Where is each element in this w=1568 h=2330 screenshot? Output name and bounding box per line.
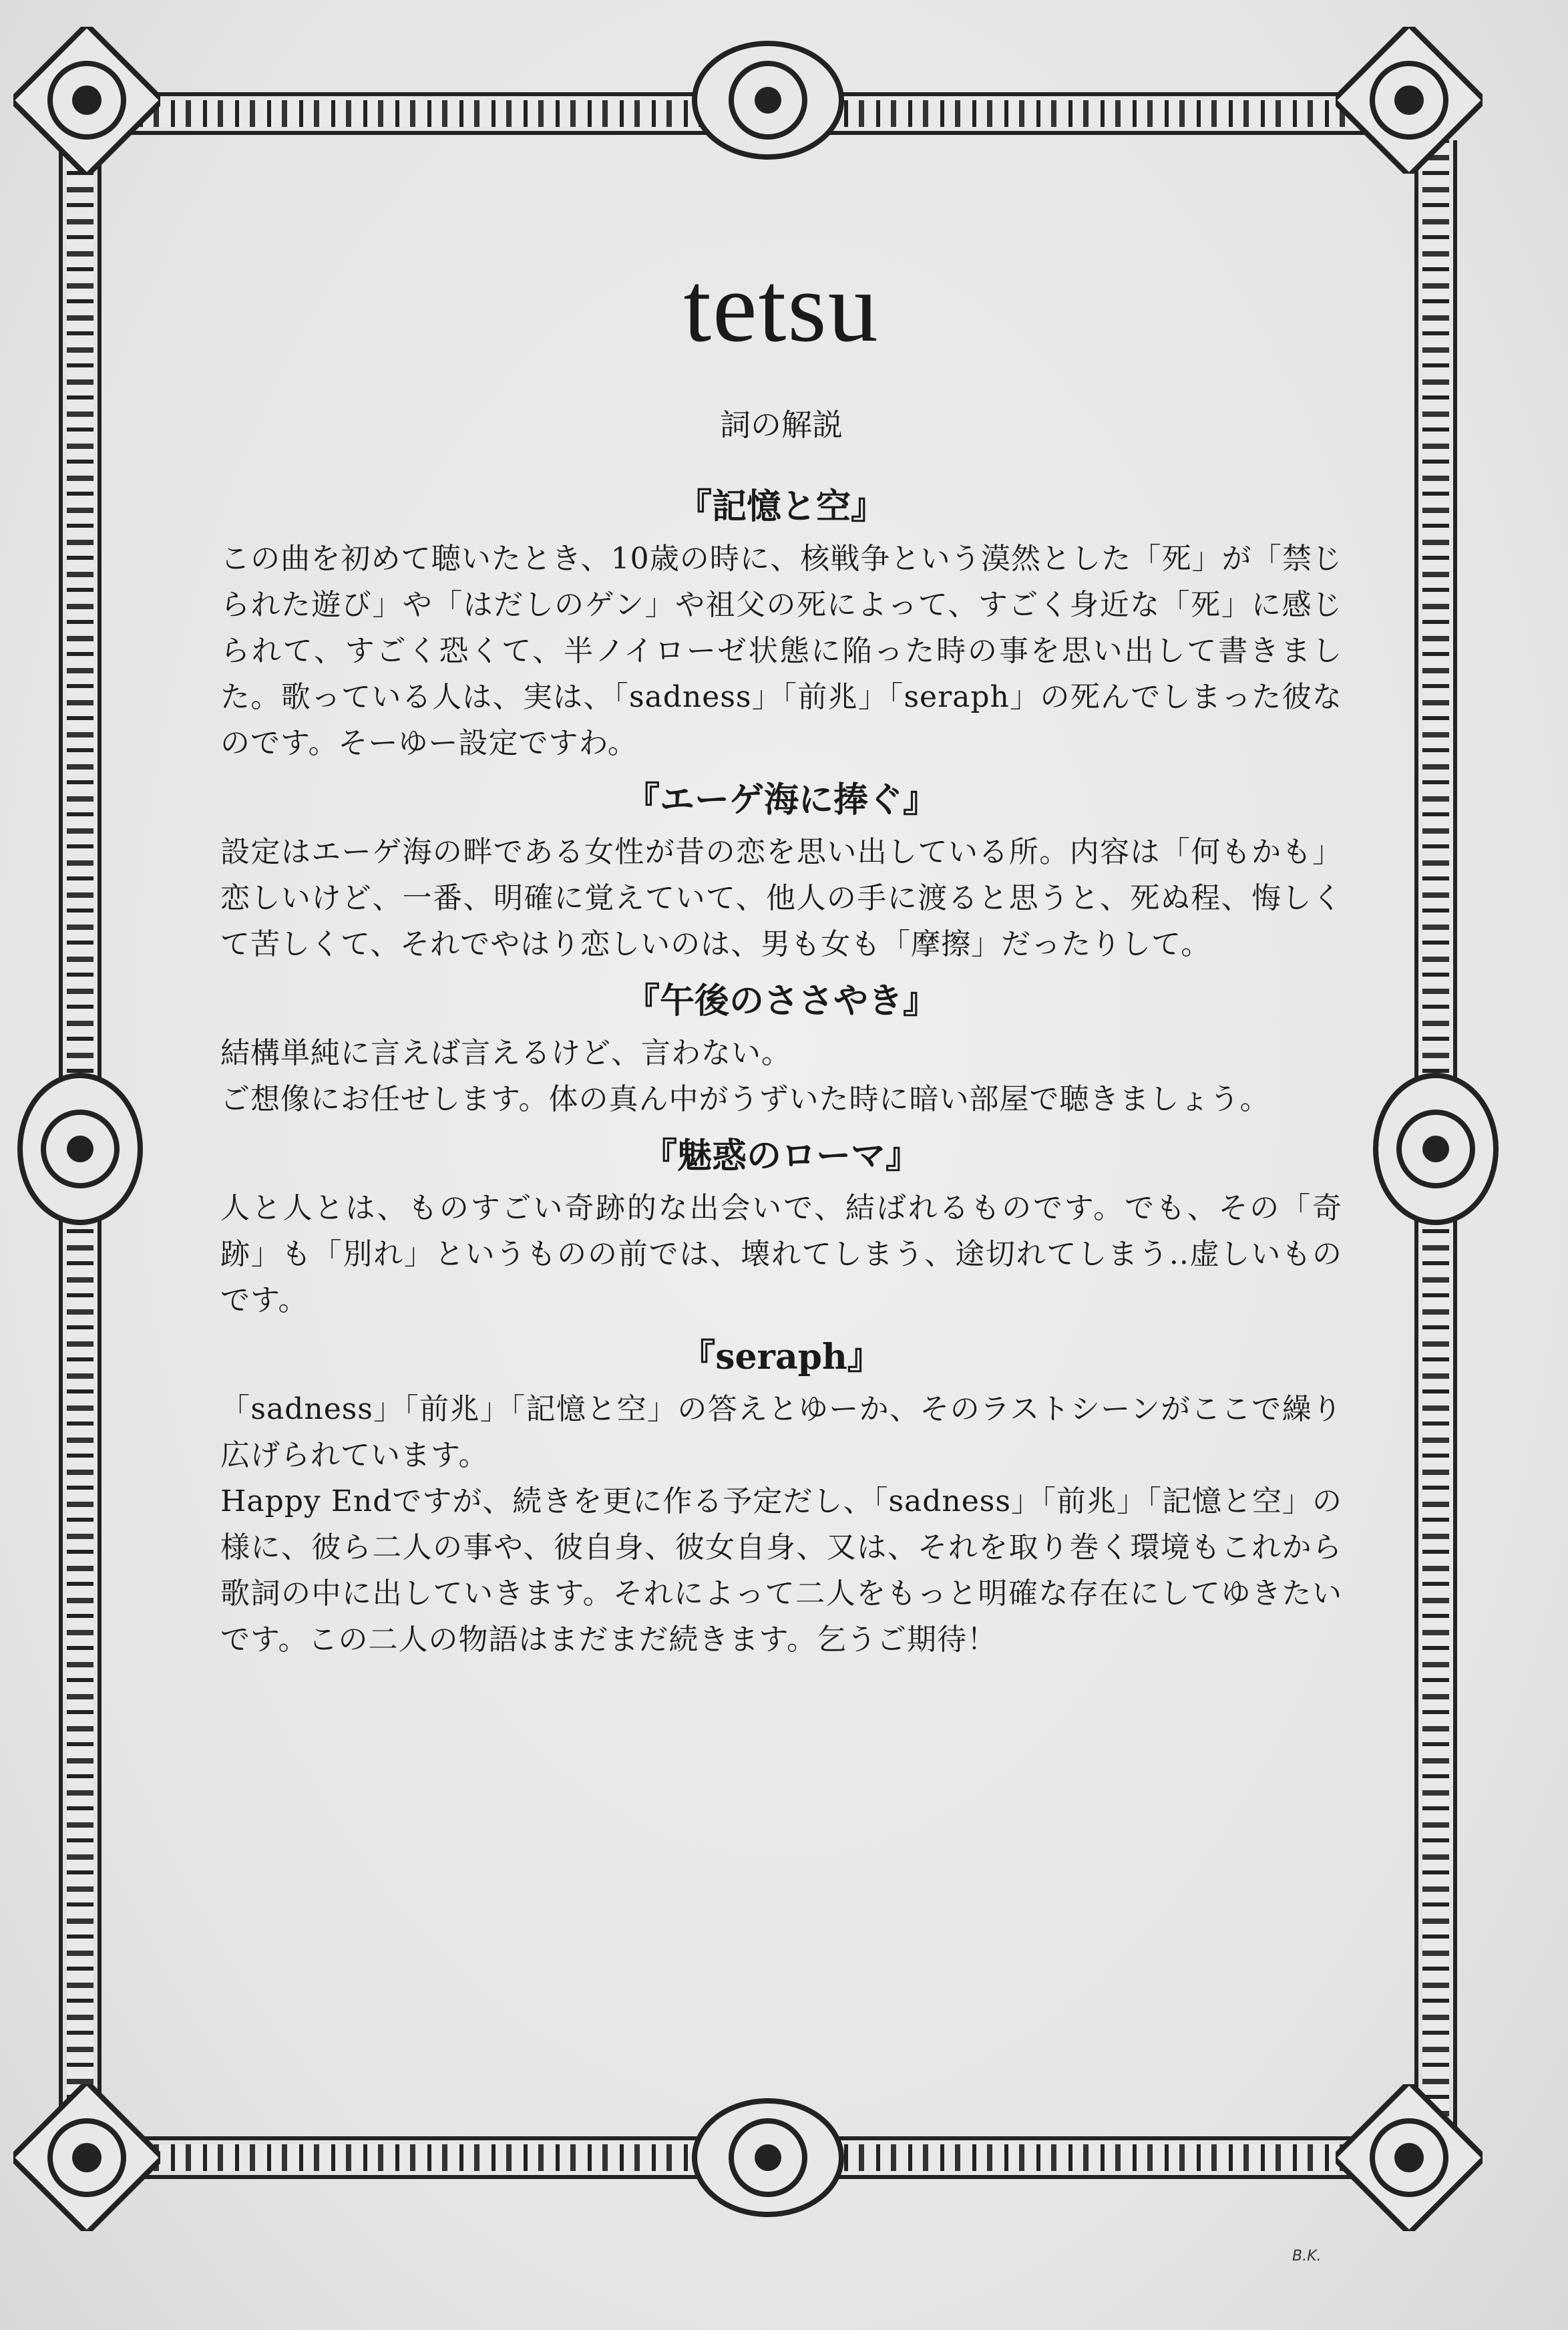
commentary-paragraph: 結構単純に言えば言えるけど、言わない。 xyxy=(220,1036,791,1070)
song-section-aegean xyxy=(220,772,1342,967)
song-section-miwaku-no-roma xyxy=(220,1128,1342,1323)
corner-rosette-icon xyxy=(13,2084,160,2231)
commentary-paragraph: 人と人とは、ものすごい奇跡的な出会いで、結ばれるものです。でも、その「奇跡」も「別れ」というものの前では、壊れてしまう、途切れてしまう..虚しいものです。 xyxy=(220,1191,1342,1317)
commentary-paragraph: この曲を初めて聴いたとき、10歳の時に、核戦争という漠然とした「死」が「禁じられた遊び」や「はだしのゲン」や祖父の死によって、すごく身近な「死」に感じられて、すごく恐くて、半ノイローゼ状態に陥った時の事を思い出して書きました。歌っている人は、実は、「sadness」「前兆」「seraph」の死んでしまった彼なのです。そーゆー設定ですわ。 xyxy=(220,542,1342,760)
corner-rosette-icon xyxy=(13,27,160,174)
page-title: tetsu xyxy=(683,252,879,363)
bottom-rosette-icon xyxy=(688,2084,848,2231)
song-title: 『エーゲ海に捧ぐ』 xyxy=(624,780,938,820)
song-title: 『魅惑のローマ』 xyxy=(642,1136,920,1176)
corner-rosette-icon xyxy=(1336,2084,1483,2231)
commentary-paragraph: ご想像にお任せします。体の真ん中がうずいた時に暗い部屋で聴きましょう。 xyxy=(220,1082,1270,1116)
song-title: 『seraph』 xyxy=(680,1337,882,1377)
song-section-kioku-to-sora xyxy=(220,478,1342,766)
song-section-seraph xyxy=(220,1329,1342,1663)
corner-rosette-icon xyxy=(1336,27,1483,174)
song-section-gogo-no-sasayaki xyxy=(220,973,1342,1122)
song-title: 『記憶と空』 xyxy=(676,486,886,527)
main-content xyxy=(220,240,1342,1663)
top-rosette-icon xyxy=(688,27,848,174)
commentary-paragraph: Happy Endですが、続きを更に作る予定だし、「sadness」「前兆」「記憶と空」の様に、彼ら二人の事や、彼自身、彼女自身、又は、それを取り巻く環境もこれから歌詞の中に出していきます。それによって二人をもっと明確な存在にしてゆきたいです。この二人の物語はまだまだ続きます。乞うご期待！ xyxy=(220,1484,1342,1657)
commentary-paragraph: 設定はエーゲ海の畔である女性が昔の恋を思い出している所。内容は「何もかも」恋しいけど、一番、明確に覚えていて、他人の手に渡ると思うと、死ぬ程、悔しくて苦しくて、それでやはり恋しいのは、男も女も「摩擦」だったりして。 xyxy=(220,835,1342,961)
left-rosette-icon xyxy=(7,1069,154,1229)
song-title: 『午後のささやき』 xyxy=(624,981,938,1021)
artist-signature: B.K. xyxy=(1292,2248,1322,2265)
commentary-paragraph: 「sadness」「前兆」「記憶と空」の答えとゆーか、そのラストシーンがここで繰り広げられています。 xyxy=(220,1392,1342,1472)
page-subtitle: 詞の解説 xyxy=(720,407,843,443)
right-rosette-icon xyxy=(1362,1069,1509,1229)
